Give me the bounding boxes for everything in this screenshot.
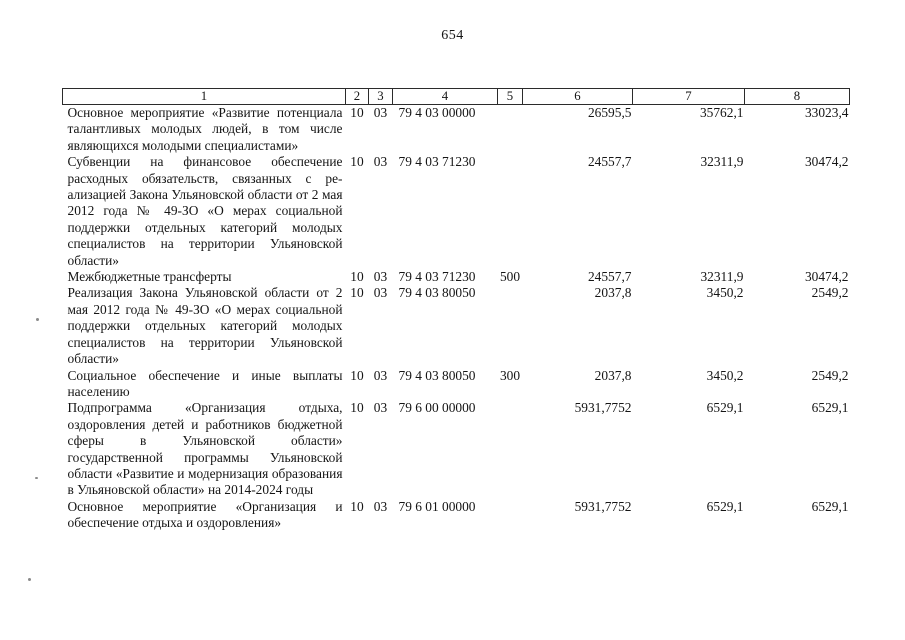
column-number: 8	[745, 89, 850, 105]
table-row	[63, 400, 850, 498]
column-number: 7	[633, 89, 745, 105]
cell-target-code: 79 4 03 71230	[398, 154, 476, 170]
cell-amount-year1: 2037,8	[594, 285, 632, 301]
table-row	[63, 368, 850, 401]
cell-name: Подпрограмма «Организация отдыха, оздоровления детей и работников бюджетной сферы в Ульяновской области» государственной программы Ульяновской области «Развитие и модернизация образования в Ульяновской области» на 2014-2024 годы	[67, 400, 343, 498]
cell-amount-year1: 2037,8	[594, 367, 632, 383]
cell-name: Основное мероприятие «Развитие потенциала талантливых молодых людей, в том числе являющихся молодыми специалистами»	[67, 105, 343, 153]
cell-podrazdel: 03	[373, 154, 388, 170]
cell-amount-year2: 6529,1	[706, 400, 744, 416]
cell-amount-year3: 33023,4	[804, 105, 849, 120]
cell-amount-year3: 6529,1	[811, 498, 849, 514]
cell-amount-year1: 26595,5	[587, 105, 632, 120]
cell-name: Основное мероприятие «Организация и обеспечение отдыха и оздоровления»	[67, 498, 343, 531]
scan-speck	[28, 578, 31, 581]
cell-razdel: 10	[350, 269, 364, 285]
cell-amount-year2: 32311,9	[700, 154, 744, 170]
scan-speck	[35, 477, 38, 479]
cell-razdel: 10	[350, 105, 364, 120]
cell-amount-year3: 2549,2	[811, 285, 849, 301]
cell-razdel: 10	[350, 367, 364, 383]
cell-razdel: 10	[350, 154, 364, 170]
cell-target-code: 79 6 00 00000	[398, 400, 476, 416]
column-number: 2	[346, 89, 369, 105]
cell-razdel: 10	[350, 285, 364, 301]
header-row	[63, 89, 850, 105]
cell-amount-year1: 5931,7752	[574, 498, 632, 514]
cell-podrazdel: 03	[373, 367, 388, 383]
cell-podrazdel: 03	[373, 105, 388, 120]
budget-table	[62, 88, 850, 532]
cell-name: Субвенции на финансовое обеспечение расходных обязательств, связанных с реализацией Закона Ульяновской области от 2 мая 2012 года № 49-ЗО «О мерах социальной поддержки отдельных категорий молодых специалистов на территории Ульяновской области»	[67, 154, 343, 268]
cell-target-code: 79 4 03 00000	[398, 105, 476, 120]
cell-name: Межбюджетные трансферты	[67, 269, 232, 285]
cell-podrazdel: 03	[373, 269, 388, 285]
cell-amount-year2: 32311,9	[700, 269, 744, 285]
cell-amount-year3: 6529,1	[811, 400, 849, 416]
column-number: 3	[369, 89, 393, 105]
cell-amount-year2: 3450,2	[706, 285, 744, 301]
cell-target-code: 79 4 03 71230	[398, 269, 476, 285]
cell-amount-year2: 6529,1	[706, 498, 744, 514]
cell-podrazdel: 03	[373, 285, 388, 301]
cell-amount-year1: 5931,7752	[574, 400, 632, 416]
cell-expense-type: 300	[499, 367, 521, 383]
cell-amount-year3: 2549,2	[811, 367, 849, 383]
cell-expense-type: 500	[499, 269, 521, 285]
column-number: 6	[523, 89, 633, 105]
table-row	[63, 105, 850, 155]
table-column-numbers	[63, 89, 850, 105]
cell-expense-type	[498, 154, 523, 269]
column-number: 5	[498, 89, 523, 105]
cell-target-code: 79 4 03 80050	[398, 367, 476, 383]
cell-amount-year3: 30474,2	[804, 154, 849, 170]
table-body	[63, 105, 850, 532]
cell-podrazdel: 03	[373, 400, 388, 416]
cell-podrazdel: 03	[373, 498, 388, 514]
cell-amount-year1: 24557,7	[587, 154, 632, 170]
cell-target-code: 79 6 01 00000	[398, 498, 476, 514]
cell-amount-year1: 24557,7	[587, 269, 632, 285]
cell-amount-year2: 3450,2	[706, 367, 744, 383]
cell-expense-type	[498, 285, 523, 367]
cell-expense-type	[498, 400, 523, 498]
column-number: 4	[393, 89, 498, 105]
table-row	[63, 499, 850, 532]
cell-expense-type	[498, 105, 523, 155]
page-number: 654	[441, 28, 464, 43]
cell-name: Социальное обеспечение и иные выплаты населению	[67, 367, 343, 399]
cell-razdel: 10	[350, 498, 364, 514]
table-row	[63, 269, 850, 285]
scan-speck	[36, 318, 39, 321]
cell-target-code: 79 4 03 80050	[398, 285, 476, 301]
cell-amount-year2: 35762,1	[699, 105, 744, 120]
table-row	[63, 154, 850, 269]
table-row	[63, 285, 850, 367]
cell-name: Реализация Закона Ульяновской области от 2 мая 2012 года № 49-ЗО «О мерах социальной поддержки отдельных категорий молодых специалистов на территории Ульяновской области»	[67, 285, 343, 367]
cell-razdel: 10	[350, 400, 364, 416]
cell-expense-type	[498, 499, 523, 532]
column-number: 1	[63, 89, 346, 105]
cell-amount-year3: 30474,2	[804, 269, 849, 285]
